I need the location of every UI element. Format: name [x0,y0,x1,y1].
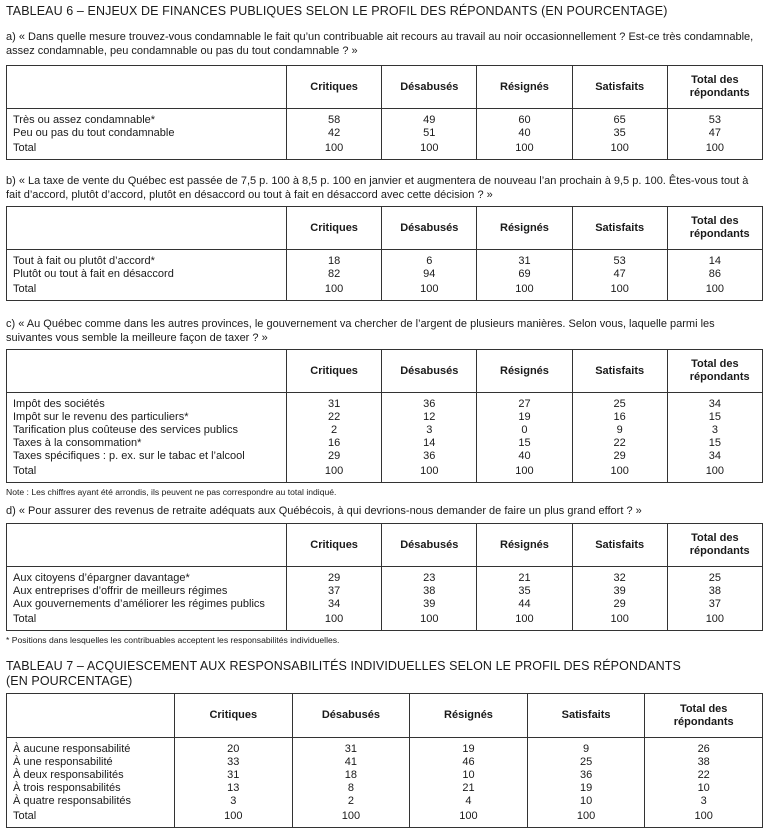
row-label: À aucune responsabilité [13,743,131,755]
cell-value: 14 [667,250,762,269]
table-row [7,782,763,795]
cell-value: 35 [477,585,572,598]
table-7 [6,693,763,828]
cell-value: 31 [287,393,382,412]
table-c [6,349,763,483]
row-label: Peu ou pas du tout condamnable [13,127,175,139]
table-row [7,463,763,483]
cell-value: 13 [175,782,293,795]
cell-value: 25 [572,393,667,412]
row-label: Total [13,810,37,822]
column-header: Résignés [477,207,572,250]
cell-value: 100 [527,808,645,828]
row-label: À trois responsabilités [13,782,121,794]
cell-value: 15 [667,437,762,450]
cell-value: 100 [667,611,762,631]
column-header: Total des répondants [667,207,762,250]
cell-value: 3 [382,424,477,437]
cell-value: 34 [667,450,762,463]
cell-value: 18 [287,250,382,269]
header-stub [7,207,287,250]
row-label: À quatre responsabilités [13,795,132,807]
column-header: Critiques [287,66,382,109]
cell-value: 69 [477,268,572,281]
question-a: a) « Dans quelle mesure trouvez-vous condamnable le fait qu’un contribuable ait recours au travail au noir occasionnellement ? Est-ce très condamnable, assez condamnable, peu condamnable ou pas du tout condamnable ? » [6,31,754,57]
row-label: Très ou assez condamnable* [13,114,156,126]
cell-value: 100 [572,611,667,631]
cell-value: 37 [287,585,382,598]
cell-value: 53 [667,109,762,128]
cell-value: 25 [527,756,645,769]
row-label: Total [13,142,37,154]
cell-value: 38 [645,756,763,769]
cell-value: 10 [645,782,763,795]
row-label: Tarification plus coûteuse des services publics [13,424,239,436]
tableau6-title: TABLEAU 6 – ENJEUX DE FINANCES PUBLIQUES SELON LE PROFIL DES RÉPONDANTS (EN POURCENTAGE) [6,4,668,18]
cell-value: 34 [667,393,762,412]
table-row [7,268,763,281]
column-header: Critiques [287,524,382,567]
cell-value: 22 [645,769,763,782]
column-header: Satisfaits [572,207,667,250]
cell-value: 3 [667,424,762,437]
cell-value: 22 [572,437,667,450]
cell-value: 49 [382,109,477,128]
cell-value: 51 [382,127,477,140]
row-label: À une responsabilité [13,756,113,768]
header-row [7,66,763,109]
table-row [7,424,763,437]
cell-value: 100 [667,463,762,483]
cell-value: 38 [382,585,477,598]
cell-value: 29 [572,598,667,611]
row-label: Impôt des sociétés [13,398,105,410]
cell-value: 36 [382,393,477,412]
cell-value: 19 [477,411,572,424]
cell-value: 2 [287,424,382,437]
row-label: Total [13,465,37,477]
cell-value: 18 [292,769,410,782]
cell-value: 4 [410,795,528,808]
table-row [7,393,763,412]
table-row [7,450,763,463]
cell-value: 100 [477,463,572,483]
footnote-individual: * Positions dans lesquelles les contribuables acceptent les responsabilités individuelles. [6,635,340,645]
cell-value: 9 [527,738,645,757]
row-label: Plutôt ou tout à fait en désaccord [13,268,174,280]
cell-value: 3 [645,795,763,808]
cell-value: 100 [667,281,762,301]
cell-value: 100 [287,463,382,483]
cell-value: 8 [292,782,410,795]
column-header: Désabusés [382,207,477,250]
cell-value: 46 [410,756,528,769]
cell-value: 33 [175,756,293,769]
cell-value: 16 [287,437,382,450]
column-header: Satisfaits [572,524,667,567]
column-header: Critiques [175,694,293,738]
column-header: Satisfaits [572,350,667,393]
cell-value: 32 [572,567,667,586]
question-c: c) « Au Québec comme dans les autres provinces, le gouvernement va chercher de l’argent de plusieurs manières. Selon vous, laquelle parmi les suivantes vous semble la meilleure façon de taxer ? » [6,318,715,344]
table-row [7,769,763,782]
cell-value: 100 [477,281,572,301]
cell-value: 40 [477,127,572,140]
column-header: Désabusés [382,66,477,109]
table-row [7,738,763,757]
column-header: Désabusés [382,524,477,567]
cell-value: 53 [572,250,667,269]
cell-value: 36 [527,769,645,782]
cell-value: 27 [477,393,572,412]
row-label: À deux responsabilités [13,769,124,781]
cell-value: 100 [645,808,763,828]
cell-value: 100 [382,463,477,483]
table-row [7,808,763,828]
column-header: Satisfaits [527,694,645,738]
cell-value: 19 [527,782,645,795]
tableau7-title-line1: TABLEAU 7 – ACQUIESCEMENT AUX RESPONSABILITÉS INDIVIDUELLES SELON LE PROFIL DES RÉPONDANTS [6,659,681,673]
table-a [6,65,763,160]
column-header: Total des répondants [667,66,762,109]
header-stub [7,524,287,567]
row-label: Aux citoyens d’épargner davantage* [13,572,190,584]
cell-value: 12 [382,411,477,424]
cell-value: 31 [477,250,572,269]
cell-value: 94 [382,268,477,281]
column-header: Résignés [477,66,572,109]
header-row [7,207,763,250]
row-label: Impôt sur le revenu des particuliers* [13,411,189,423]
column-header: Total des répondants [645,694,763,738]
cell-value: 16 [572,411,667,424]
column-header: Total des répondants [667,524,762,567]
cell-value: 100 [382,611,477,631]
cell-value: 23 [382,567,477,586]
cell-value: 20 [175,738,293,757]
cell-value: 19 [410,738,528,757]
cell-value: 29 [287,450,382,463]
cell-value: 86 [667,268,762,281]
row-label: Total [13,283,37,295]
cell-value: 31 [292,738,410,757]
cell-value: 42 [287,127,382,140]
table-row [7,127,763,140]
table-row [7,611,763,631]
header-stub [7,350,287,393]
cell-value: 100 [175,808,293,828]
cell-value: 60 [477,109,572,128]
cell-value: 29 [287,567,382,586]
cell-value: 15 [477,437,572,450]
cell-value: 15 [667,411,762,424]
row-label: Taxes à la consommation* [13,437,142,449]
column-header: Critiques [287,207,382,250]
table-row [7,250,763,269]
question-b: b) « La taxe de vente du Québec est passée de 7,5 p. 100 à 8,5 p. 100 en janvier et augmentera de nouveau l’an prochain à 9,5 p. 100. Êtes-vous tout à fait d’accord, plutôt d’accord, plutôt en désaccord ou tout à fait en désaccord avec cette décision ? » [6,175,749,201]
cell-value: 25 [667,567,762,586]
cell-value: 10 [410,769,528,782]
cell-value: 2 [292,795,410,808]
cell-value: 39 [572,585,667,598]
cell-value: 37 [667,598,762,611]
cell-value: 22 [287,411,382,424]
table-row [7,585,763,598]
column-header: Résignés [477,350,572,393]
header-row [7,524,763,567]
cell-value: 40 [477,450,572,463]
cell-value: 29 [572,450,667,463]
column-header: Satisfaits [572,66,667,109]
cell-value: 100 [382,140,477,160]
header-stub [7,694,175,738]
column-header: Total des répondants [667,350,762,393]
table-row [7,567,763,586]
cell-value: 35 [572,127,667,140]
cell-value: 100 [287,281,382,301]
cell-value: 36 [382,450,477,463]
header-stub [7,66,287,109]
table-row [7,795,763,808]
table-row [7,437,763,450]
column-header: Désabusés [382,350,477,393]
cell-value: 41 [292,756,410,769]
header-row [7,694,763,738]
cell-value: 0 [477,424,572,437]
note-rounding: Note : Les chiffres ayant été arrondis, ils peuvent ne pas correspondre au total indiqué. [6,487,337,497]
cell-value: 47 [572,268,667,281]
cell-value: 100 [477,140,572,160]
cell-value: 39 [382,598,477,611]
cell-value: 47 [667,127,762,140]
cell-value: 44 [477,598,572,611]
table-row [7,109,763,128]
cell-value: 82 [287,268,382,281]
row-label: Taxes spécifiques : p. ex. sur le tabac et l’alcool [13,450,245,462]
tableau7-title-line2: (EN POURCENTAGE) [6,674,133,688]
cell-value: 100 [667,140,762,160]
cell-value: 100 [572,463,667,483]
table-row [7,281,763,301]
table-row [7,411,763,424]
row-label: Aux entreprises d’offrir de meilleurs régimes [13,585,228,597]
cell-value: 100 [477,611,572,631]
cell-value: 58 [287,109,382,128]
table-row [7,756,763,769]
cell-value: 100 [382,281,477,301]
cell-value: 21 [410,782,528,795]
table-d [6,523,763,631]
column-header: Désabusés [292,694,410,738]
cell-value: 100 [287,611,382,631]
row-label: Tout à fait ou plutôt d’accord* [13,255,155,267]
cell-value: 6 [382,250,477,269]
table-row [7,598,763,611]
row-label: Total [13,613,37,625]
cell-value: 3 [175,795,293,808]
column-header: Résignés [477,524,572,567]
cell-value: 26 [645,738,763,757]
cell-value: 10 [527,795,645,808]
cell-value: 21 [477,567,572,586]
column-header: Critiques [287,350,382,393]
cell-value: 38 [667,585,762,598]
cell-value: 100 [572,140,667,160]
cell-value: 31 [175,769,293,782]
table-b [6,206,763,301]
header-row [7,350,763,393]
cell-value: 100 [572,281,667,301]
cell-value: 100 [410,808,528,828]
cell-value: 100 [287,140,382,160]
cell-value: 100 [292,808,410,828]
cell-value: 9 [572,424,667,437]
column-header: Résignés [410,694,528,738]
question-d: d) « Pour assurer des revenus de retraite adéquats aux Québécois, à qui devrions-nous demander de faire un plus grand effort ? » [6,505,642,517]
cell-value: 34 [287,598,382,611]
table-row [7,140,763,160]
cell-value: 14 [382,437,477,450]
row-label: Aux gouvernements d’améliorer les régimes publics [13,598,265,610]
cell-value: 65 [572,109,667,128]
